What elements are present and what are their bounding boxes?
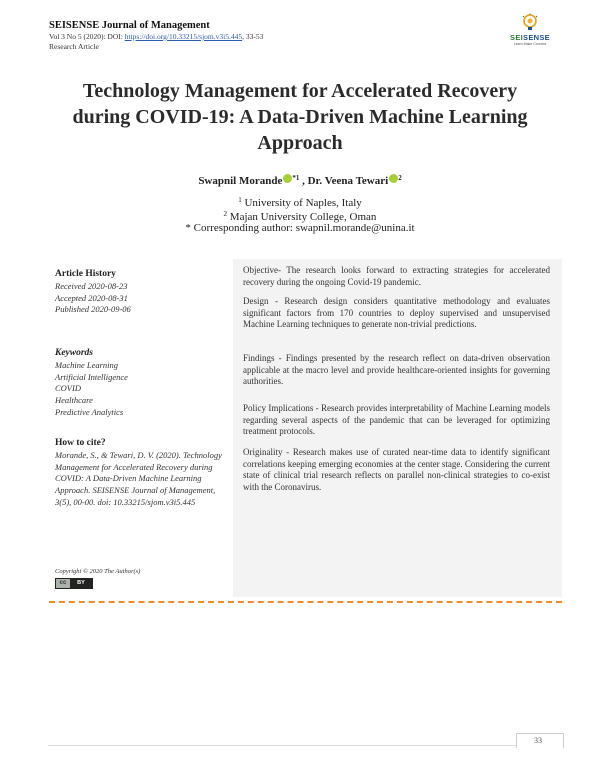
citation-text: Morande, S., & Tewari, D. V. (2020). Technology Management for Accelerated Recovery during COVID: A Data-Driven Machine Learning Approach. SEISENSE Journal of Management, 3(5), 00-00. doi: 10.33215/sjom.v3i5.445 [55,449,222,507]
corresponding-author: * Corresponding author: swapnil.morande@unina.it [185,222,415,234]
keyword: COVID [55,383,81,394]
keyword: Predictive Analytics [55,406,124,417]
abstract-findings: Findings - Findings presented by the research reflect on data-driven observation applicable at the macro level and provide healthcare-oriented insights for governing authorities. [243,353,550,387]
abstract-box [233,259,562,597]
keywords [55,348,227,419]
doi-link[interactable]: https://doi.org/10.33215/sjom.v3i5.445 [124,32,243,41]
keyword: Artificial Intelligence [55,371,128,382]
keywords-heading: Keywords [55,348,93,358]
abstract-policy: Policy Implications - Research provides interpretability of Machine Learning models regarding several aspects of the pandemic that can be leveraged for optimizing treatment protocols. [243,403,550,437]
accepted-date: Accepted 2020-08-31 [55,292,128,303]
how-to-cite [55,438,227,509]
logo-tagline: Learn Make Connect [513,42,547,46]
footer-rule [48,745,516,746]
keyword: Machine Learning [55,359,119,370]
affiliation-2: $^2$ Majan University College, Oman [223,210,377,223]
cc-by-license-badge[interactable]: cc BY [55,578,93,589]
author-1: Swapnil Morande [198,175,283,187]
seisense-logo [508,13,552,47]
author-separator: , [299,175,308,187]
paper-title: Technology Management for Accelerated Recovery during COVID-19: A Data-Driven Machine Learning Approach [72,80,528,154]
orcid-icon[interactable] [283,174,292,183]
volume-info: Vol 3 No 5 (2020): DOI: [49,32,125,41]
published-date: Published 2020-09-06 [55,304,131,315]
abstract-originality: Originality - Research makes use of curated near-time data to identify significant correlations keeping emerging economies at the center stage. Considering the current state of clinical trial research reflects on parallel non-clinical strategies to co-exist with the Coronavirus. [243,447,550,492]
copyright-text: Copyright © 2020 The Author(s) [55,568,141,575]
cite-heading: How to cite? [55,438,106,448]
article-history [55,269,227,316]
history-heading: Article History [55,269,116,279]
orcid-icon[interactable] [389,174,398,183]
article-type: Research Article [49,42,99,51]
author-1-sup: *1 [292,174,300,182]
volume-doi [49,32,263,42]
author-2-sup: 2 [398,174,402,182]
author-2: Dr. Veena Tewari [307,175,389,187]
author-line [0,174,600,187]
page-range: , 33-53 [242,32,264,41]
journal-name: SEISENSE Journal of Management [49,20,210,31]
copyright [55,567,227,589]
abstract-objective: Objective- The research looks forward to extracting strategies for accelerated recovery during the ongoing Covid-19 pandemic. [243,265,550,287]
received-date: Received 2020-08-23 [55,280,128,291]
affiliation-1: $^1$ University of Naples, Italy [238,196,362,209]
abstract-design: Design - Research design considers quantitative methodology and evaluates significant factors from 170 countries to deploy supervised and unsupervised Machine Learning techniques to generate non-trivial predictions. [243,296,550,330]
bulb-icon [520,13,540,33]
keyword: Healthcare [55,395,93,406]
journal-header [49,19,263,52]
logo-wordmark: SEISENSE [510,33,550,42]
page-number: 33 [534,736,542,745]
section-divider [49,601,562,603]
